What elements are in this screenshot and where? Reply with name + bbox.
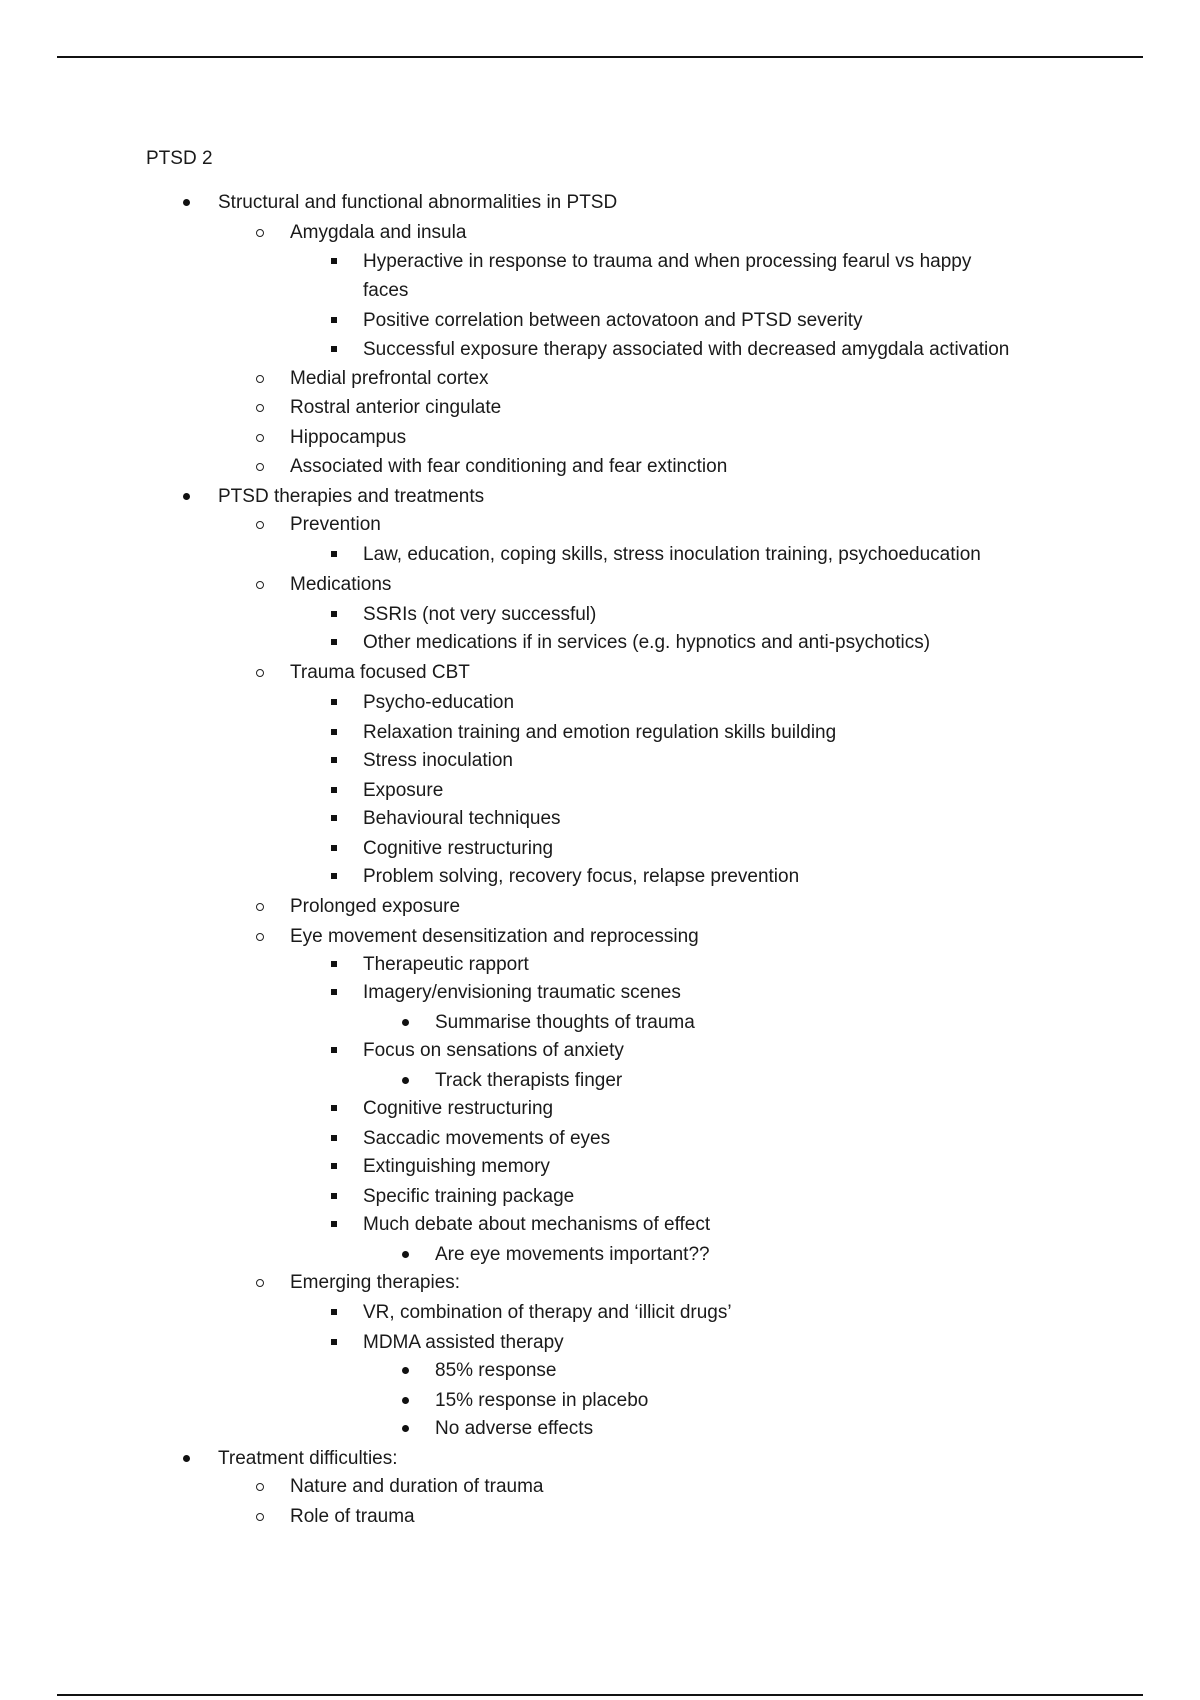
- square-bullet-icon: [331, 1105, 337, 1111]
- square-bullet-icon: [331, 1047, 337, 1053]
- header-rule: [57, 56, 1143, 58]
- outline-item-level-2: Nature and duration of trauma: [290, 1476, 544, 1497]
- square-bullet-icon: [331, 845, 337, 851]
- outline-item-level-2: Amygdala and insula: [290, 222, 467, 243]
- outline-item-level-3: Therapeutic rapport: [363, 954, 529, 975]
- disc-bullet-icon: [402, 1251, 409, 1258]
- outline-item-level-4: Track therapists finger: [435, 1070, 623, 1091]
- outline-item-level-3: Focus on sensations of anxiety: [363, 1040, 624, 1061]
- circle-bullet-icon: [256, 669, 264, 677]
- circle-bullet-icon: [256, 434, 264, 442]
- square-bullet-icon: [331, 317, 337, 323]
- disc-bullet-icon: [402, 1019, 409, 1026]
- outline-item-level-2: Medications: [290, 574, 392, 595]
- square-bullet-icon: [331, 611, 337, 617]
- outline-item-level-2: Rostral anterior cingulate: [290, 397, 502, 418]
- outline-item-level-3: Much debate about mechanisms of effect: [363, 1214, 711, 1235]
- outline-item-level-3: Law, education, coping skills, stress inoculation training, psychoeducation: [363, 544, 981, 565]
- square-bullet-icon: [331, 1163, 337, 1169]
- outline-item-level-3: Stress inoculation: [363, 750, 513, 771]
- square-bullet-icon: [331, 1193, 337, 1199]
- outline-item-level-4: Are eye movements important??: [435, 1244, 710, 1265]
- disc-bullet-icon: [183, 493, 190, 500]
- disc-bullet-icon: [402, 1367, 409, 1374]
- square-bullet-icon: [331, 787, 337, 793]
- circle-bullet-icon: [256, 581, 264, 589]
- square-bullet-icon: [331, 873, 337, 879]
- outline-item-level-3: VR, combination of therapy and ‘illicit drugs’: [363, 1302, 732, 1323]
- outline-item-level-4: Summarise thoughts of trauma: [435, 1012, 695, 1033]
- outline-item-level-2: Associated with fear conditioning and fear extinction: [290, 456, 728, 477]
- disc-bullet-icon: [402, 1425, 409, 1432]
- outline-item-level-4: 15% response in placebo: [435, 1390, 649, 1411]
- outline-item-level-4: No adverse effects: [435, 1418, 594, 1439]
- outline-item-level-3: Extinguishing memory: [363, 1156, 550, 1177]
- outline-item-level-2: Role of trauma: [290, 1506, 415, 1527]
- outline-item-level-3: Cognitive restructuring: [363, 1098, 554, 1119]
- square-bullet-icon: [331, 551, 337, 557]
- disc-bullet-icon: [402, 1077, 409, 1084]
- outline-item-level-2: Prolonged exposure: [290, 896, 461, 917]
- disc-bullet-icon: [183, 199, 190, 206]
- outline-item-level-3: Positive correlation between actovatoon and PTSD severity: [363, 310, 863, 331]
- square-bullet-icon: [331, 961, 337, 967]
- outline-item-level-3: Specific training package: [363, 1186, 575, 1207]
- square-bullet-icon: [331, 1221, 337, 1227]
- square-bullet-icon: [331, 699, 337, 705]
- square-bullet-icon: [331, 639, 337, 645]
- document-title: PTSD 2: [146, 148, 213, 169]
- circle-bullet-icon: [256, 521, 264, 529]
- outline-item-level-3: Cognitive restructuring: [363, 838, 554, 859]
- circle-bullet-icon: [256, 933, 264, 941]
- disc-bullet-icon: [183, 1455, 190, 1462]
- outline-item-level-1: Structural and functional abnormalities in PTSD: [218, 192, 618, 213]
- square-bullet-icon: [331, 1309, 337, 1315]
- square-bullet-icon: [331, 1135, 337, 1141]
- outline-item-level-2: Hippocampus: [290, 427, 407, 448]
- outline-item-level-3: Behavioural techniques: [363, 808, 561, 829]
- circle-bullet-icon: [256, 1279, 264, 1287]
- square-bullet-icon: [331, 757, 337, 763]
- circle-bullet-icon: [256, 404, 264, 412]
- circle-bullet-icon: [256, 1483, 264, 1491]
- outline-item-level-3: Psycho-education: [363, 692, 515, 713]
- outline-item-level-1: PTSD therapies and treatments: [218, 486, 485, 507]
- outline-item-level-1: Treatment difficulties:: [218, 1448, 398, 1469]
- square-bullet-icon: [331, 1339, 337, 1345]
- outline-item-level-3: MDMA assisted therapy: [363, 1332, 564, 1353]
- outline-item-level-3: Successful exposure therapy associated with decreased amygdala activation: [363, 339, 1010, 360]
- outline-item-level-3: Relaxation training and emotion regulation skills building: [363, 722, 837, 743]
- outline-item-level-2: Eye movement desensitization and reprocessing: [290, 926, 699, 947]
- square-bullet-icon: [331, 989, 337, 995]
- outline-item-level-2: Emerging therapies:: [290, 1272, 461, 1293]
- square-bullet-icon: [331, 258, 337, 264]
- square-bullet-icon: [331, 346, 337, 352]
- circle-bullet-icon: [256, 903, 264, 911]
- outline-item-level-4: 85% response: [435, 1360, 557, 1381]
- outline-item-level-3: Hyperactive in response to trauma and when processing fearul vs happy: [363, 251, 972, 272]
- footer-rule: [57, 1694, 1143, 1696]
- square-bullet-icon: [331, 815, 337, 821]
- outline-item-level-2: Medial prefrontal cortex: [290, 368, 489, 389]
- outline-item-level-3: Problem solving, recovery focus, relapse prevention: [363, 866, 800, 887]
- outline-item-level-2: Trauma focused CBT: [290, 662, 470, 683]
- disc-bullet-icon: [402, 1397, 409, 1404]
- square-bullet-icon: [331, 729, 337, 735]
- circle-bullet-icon: [256, 229, 264, 237]
- outline-item-level-3: Saccadic movements of eyes: [363, 1128, 611, 1149]
- circle-bullet-icon: [256, 1513, 264, 1521]
- outline-item-level-2: Prevention: [290, 514, 381, 535]
- circle-bullet-icon: [256, 375, 264, 383]
- outline-item-level-3: SSRIs (not very successful): [363, 604, 597, 625]
- outline-item-level-3: Exposure: [363, 780, 444, 801]
- outline-item-continuation: faces: [363, 280, 409, 301]
- outline-item-level-3: Other medications if in services (e.g. hypnotics and anti-psychotics): [363, 632, 931, 653]
- outline-item-level-3: Imagery/envisioning traumatic scenes: [363, 982, 681, 1003]
- circle-bullet-icon: [256, 463, 264, 471]
